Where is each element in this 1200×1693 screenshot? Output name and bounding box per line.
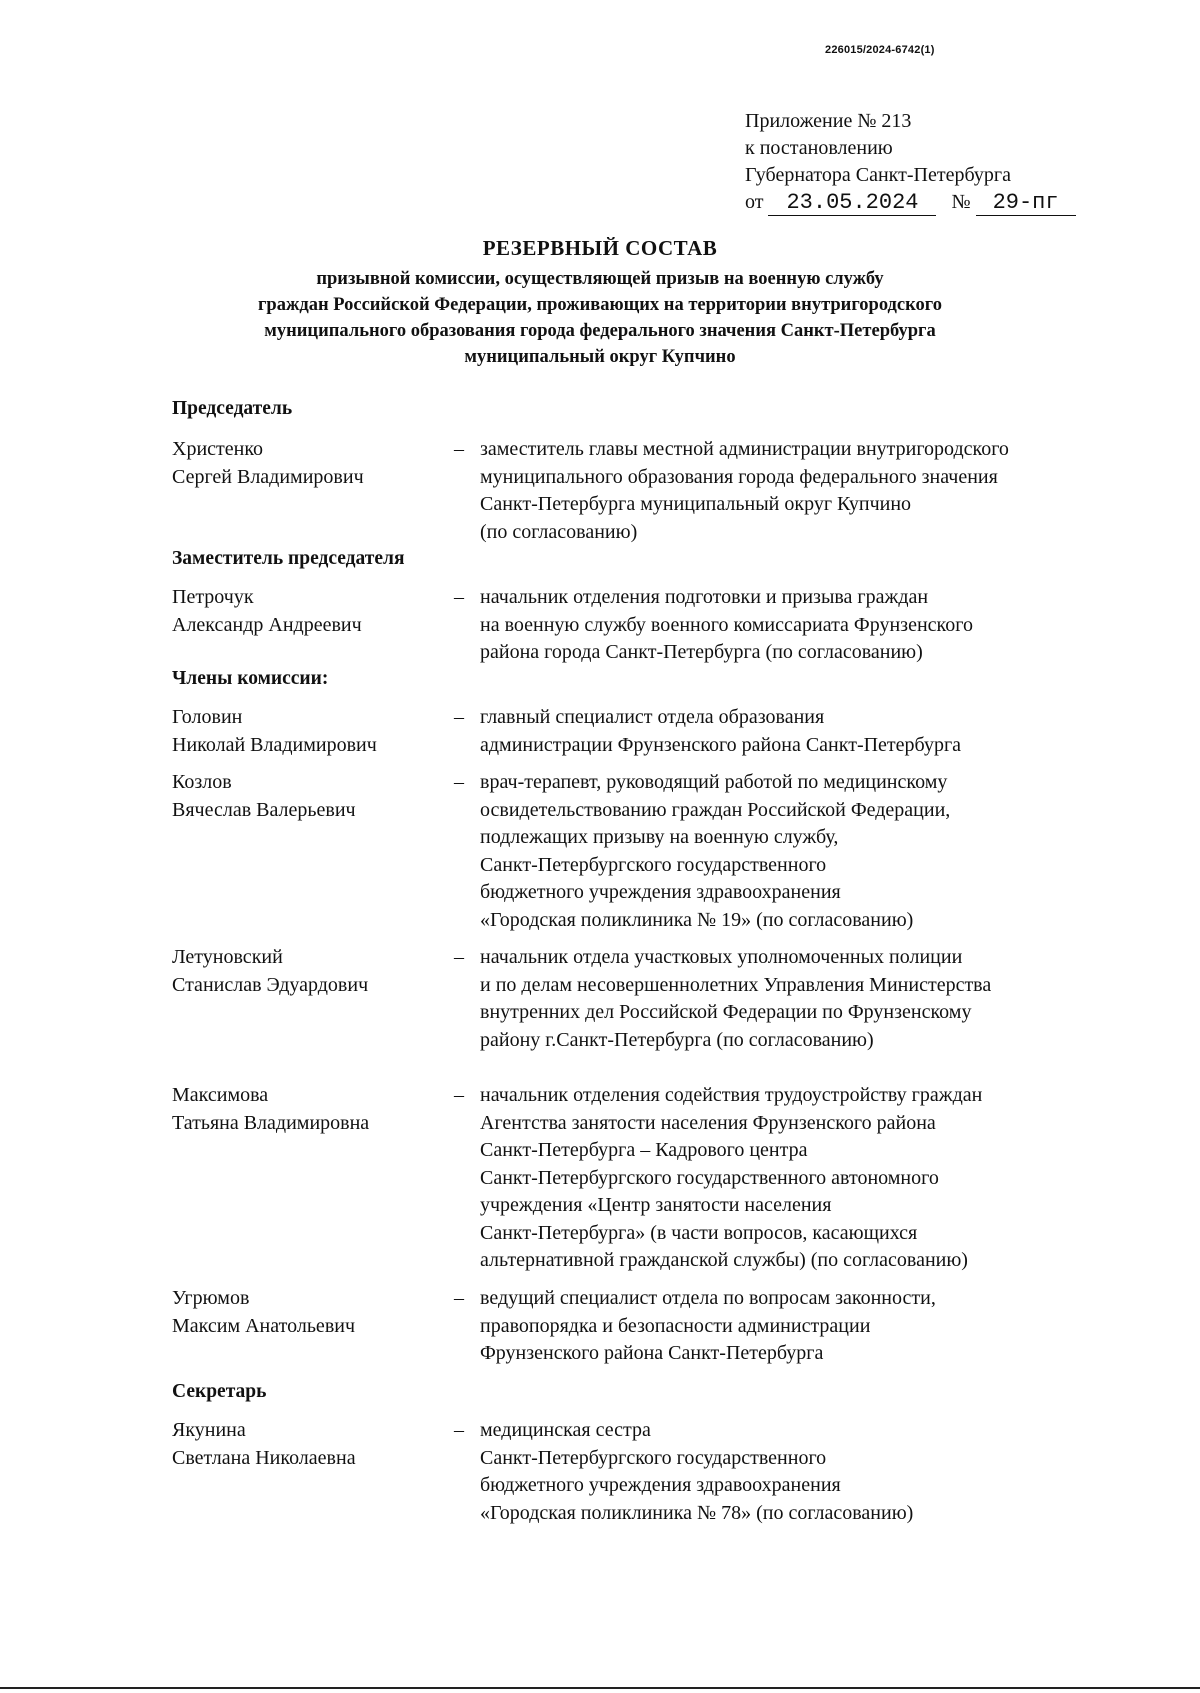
member-name: Головин Николай Владимирович (172, 706, 377, 756)
page-bottom-rule (0, 1687, 1200, 1689)
member-name: Христенко Сергей Владимирович (172, 438, 364, 488)
member-description: начальник отделения подготовки и призыва граждан на военную службу военного комиссариата Фрунзенского района города Санкт-Петербурга (по согласованию) (480, 586, 973, 663)
member-description: ведущий специалист отдела по вопросам законности, правопорядка и безопасности администрации Фрунзенского района Санкт-Петербурга (480, 1287, 936, 1364)
dash-separator: – (454, 586, 464, 608)
dash-separator: – (454, 771, 464, 793)
dash-separator: – (454, 946, 464, 968)
member-name: Летуновский Станислав Эдуардович (172, 946, 369, 996)
dash-separator: – (454, 1419, 464, 1441)
dash-separator: – (454, 706, 464, 728)
member-description: главный специалист отдела образования администрации Фрунзенского района Санкт-Петербурга (480, 706, 962, 756)
role-heading-members: Члены комиссии: (172, 668, 329, 689)
member-description: начальник отделения содействия трудоустройству граждан Агентства занятости населения Фрунзенского района Санкт-Петербурга – Кадрового центра Санкт-Петербургского государственного автономного учреждения «Центр занятости населения Санкт-Петербурга» (в части вопросов, касающихся альтернативной гражданской службы) (по согласованию) (480, 1084, 983, 1271)
date-value: 23.05.2024 (768, 191, 936, 216)
appendix-date-line (745, 189, 1165, 216)
member-description: медицинская сестра Санкт-Петербургского государственного бюджетного учреждения здравоохранения «Городская поликлиника № 78» (по согласованию) (480, 1419, 914, 1524)
role-heading-chairman: Председатель (172, 398, 293, 419)
document-subtitle (100, 266, 1100, 370)
appendix-number: Приложение № 213 (745, 110, 912, 132)
member-description: начальник отдела участковых уполномоченных полиции и по делам несовершеннолетних Управления Министерства внутренних дел Российской Федерации по Фрунзенскому району г.Санкт-Петербурга (по согласованию) (480, 946, 992, 1051)
registration-number: 226015/2024-6742(1) (825, 44, 935, 56)
number-value: 29-пг (976, 191, 1076, 216)
member-name: Угрюмов Максим Анатольевич (172, 1287, 356, 1337)
subtitle-line: муниципальный округ Купчино (464, 347, 736, 367)
member-description: врач-терапевт, руководящий работой по медицинскому освидетельствованию граждан Российской Федерации, подлежащих призыву на военную службу, Санкт-Петербургского государственного бюджетного учреждения здравоохранения «Городская поликлиника № 19» (по согласованию) (480, 771, 951, 931)
appendix-governor: Губернатора Санкт-Петербурга (745, 164, 1011, 186)
dash-separator: – (454, 438, 464, 460)
date-prefix: от (745, 191, 764, 213)
document-title: РЕЗЕРВНЫЙ СОСТАВ (482, 236, 718, 260)
role-heading-secretary: Секретарь (172, 1381, 267, 1402)
role-heading-deputy: Заместитель председателя (172, 548, 405, 569)
member-name: Максимова Татьяна Владимировна (172, 1084, 370, 1134)
dash-separator: – (454, 1287, 464, 1309)
subtitle-line: граждан Российской Федерации, проживающих на территории внутригородского (258, 295, 942, 315)
member-description: заместитель главы местной администрации внутригородского муниципального образования города федерального значения Санкт-Петербурга муниципальный округ Купчино (по согласованию) (480, 438, 1009, 543)
member-name: Петрочук Александр Андреевич (172, 586, 362, 636)
member-name: Козлов Вячеслав Валерьевич (172, 771, 356, 821)
member-name: Якунина Светлана Николаевна (172, 1419, 356, 1469)
dash-separator: – (454, 1084, 464, 1106)
subtitle-line: муниципального образования города федерального значения Санкт-Петербурга (264, 321, 936, 341)
appendix-block (745, 108, 1165, 216)
subtitle-line: призывной комиссии, осуществляющей призыв на военную службу (316, 269, 884, 289)
appendix-resolution: к постановлению (745, 137, 893, 159)
number-prefix: № (951, 191, 971, 213)
